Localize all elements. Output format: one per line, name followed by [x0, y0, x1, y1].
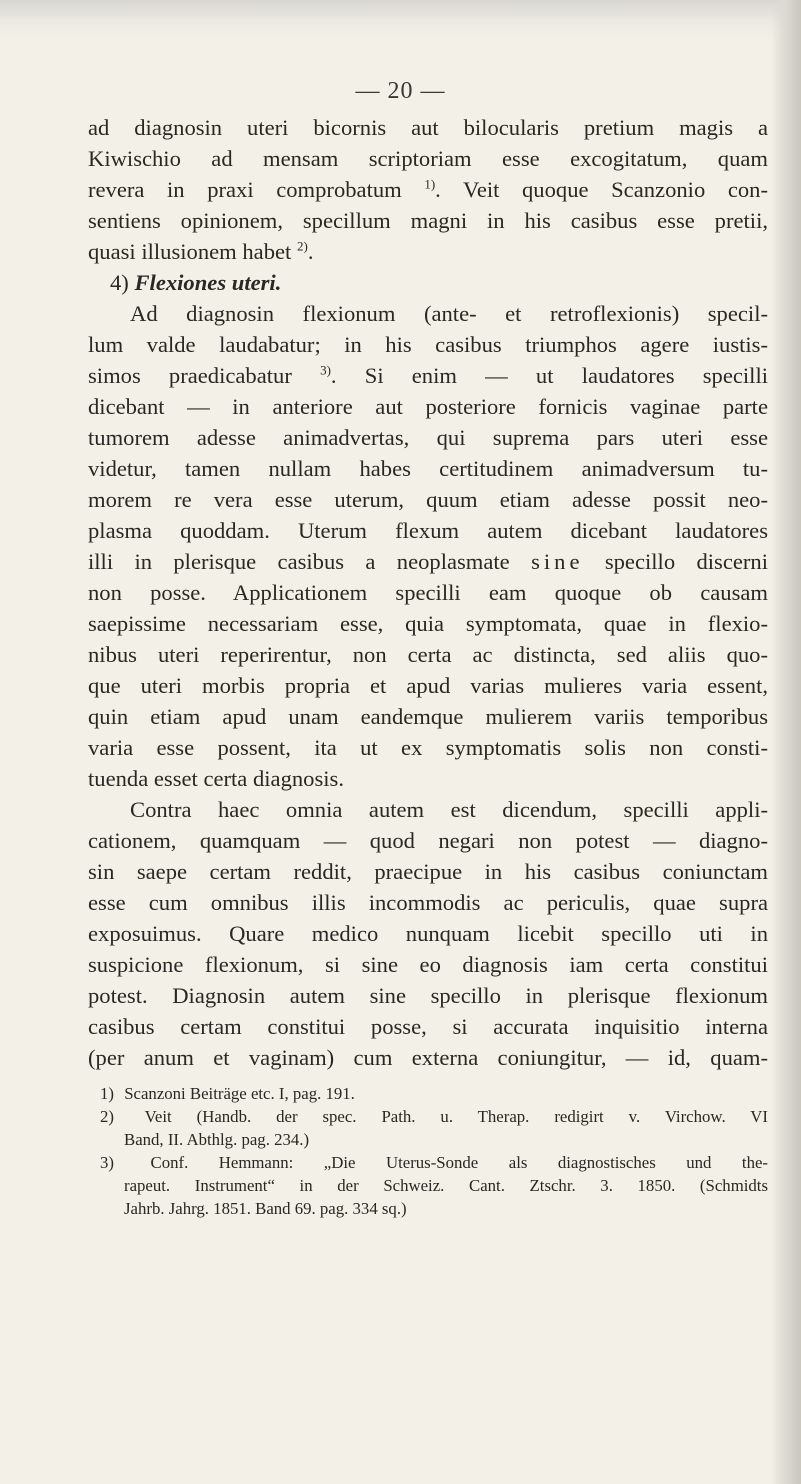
footnote-number: 3) [100, 1153, 114, 1172]
text-segment: revera in praxi comprobatum [88, 177, 402, 202]
text-line: esse cum omnibus illis incommodis ac periculis, quae supra [88, 890, 768, 915]
footnote [100, 1083, 768, 1104]
text-line: simos praedicabatur $^{3)}$. Si enim — ut laudatores specilli [88, 362, 768, 388]
text-line: exposuimus. Quare medico nunquam licebit specillo uti in [88, 921, 768, 946]
page-number: — 20 — [355, 78, 446, 104]
text-line: videtur, tamen nullam habes certitudinem animadversum tu- [88, 456, 768, 481]
footnote-number: 1) [100, 1084, 114, 1103]
footnote-ref: 3) [320, 362, 331, 378]
text-line: dicebant — in anteriore aut posteriore fornicis vaginae parte [88, 394, 768, 419]
footnote-ref: 1) [424, 176, 436, 192]
text-line: Contra haec omnia autem est dicendum, specilli appli- [130, 797, 768, 822]
text-line: Kiwischio ad mensam scriptoriam esse excogitatum, quam [88, 146, 768, 171]
footnote-continuation: rapeut. Instrument“ in der Schweiz. Cant. Ztschr. 3. 1850. (Schmidts [124, 1176, 768, 1195]
text-line: revera in praxi comprobatum $^{1)}$. Veit quoque Scanzonio con- [88, 176, 768, 202]
text-segment: specillo discerni [604, 549, 768, 574]
text-line: sin saepe certam reddit, praecipue in his casibus coniunctam [88, 859, 768, 884]
text-segment: quasi illusionem habet [88, 239, 292, 264]
footnote-text: Veit (Handb. der spec. Path. u. Therap. redigirt v. Virchow. VI [144, 1107, 768, 1126]
text-line: non posse. Applicationem specilli eam quoque ob causam [88, 580, 768, 605]
text-line: nibus uteri reperirentur, non certa ac distincta, sed aliis quo- [88, 642, 768, 667]
text-line: (per anum et vaginam) cum externa coniungitur, — id, quam- [88, 1045, 768, 1070]
text-line: varia esse possent, ita ut ex symptomatis solis non consti- [88, 735, 768, 760]
footnote-ref: 2) [296, 238, 308, 254]
text-segment: Si enim — ut laudatores specilli [364, 363, 768, 388]
section-heading [110, 268, 760, 298]
text-line: quin etiam apud unam eandemque mulierem variis temporibus [88, 704, 768, 729]
text-segment: simos praedicabatur [88, 363, 292, 388]
text-line: casibus certam constitui posse, si accurata inquisitio interna [88, 1014, 768, 1039]
footnote-text: Conf. Hemmann: „Die Uterus-Sonde als diagnostisches und the- [150, 1153, 768, 1172]
heading-title: Flexiones uteri. [134, 270, 282, 295]
text-line: ad diagnosin uteri bicornis aut bilocularis pretium magis a [88, 115, 768, 140]
scan-shadow-right [771, 0, 801, 1484]
text-line: cationem, quamquam — quod negari non potest — diagno- [88, 828, 768, 853]
footnote [100, 1106, 768, 1127]
footnote [100, 1152, 768, 1173]
footnote-continuation: Band, II. Abthlg. pag. 234.) [124, 1130, 310, 1149]
text-segment: Veit quoque Scanzonio con- [463, 177, 768, 202]
footnote-number: 2) [100, 1107, 114, 1126]
text-line: quasi illusionem habet $^{2)}$. [88, 238, 314, 264]
text-line: tuenda esset certa diagnosis. [88, 766, 344, 791]
text-line: tumorem adesse animadvertas, qui suprema pars uteri esse [88, 425, 768, 450]
scan-shadow-top [0, 0, 801, 40]
text-line: suspicione flexionum, si sine eo diagnosis iam certa constitui [88, 952, 768, 977]
emphasis-sine: sine [531, 549, 584, 574]
text-line: sentiens opinionem, specillum magni in his casibus esse pretii, [88, 208, 768, 233]
text-line: potest. Diagnosin autem sine specillo in plerisque flexionum [88, 983, 768, 1008]
text-segment: illi in plerisque casibus a neoplasmate [88, 549, 510, 574]
footnote-text: Scanzoni Beiträge etc. I, pag. 191. [124, 1084, 355, 1103]
text-line: saepissime necessariam esse, quia symptomata, quae in flexio- [88, 611, 768, 636]
footnote-continuation: Jahrb. Jahrg. 1851. Band 69. pag. 334 sq.) [124, 1199, 407, 1218]
text-line: lum valde laudabatur; in his casibus triumphos agere iustis- [88, 332, 768, 357]
text-line: morem re vera esse uterum, quum etiam adesse possit neo- [88, 487, 768, 512]
text-line: plasma quoddam. Uterum flexum autem dicebant laudatores [88, 518, 768, 543]
text-line [88, 547, 768, 577]
heading-number: 4) [110, 270, 129, 295]
text-line: Ad diagnosin flexionum (ante- et retroflexionis) specil- [130, 301, 768, 326]
text-line: que uteri morbis propria et apud varias mulieres varia essent, [88, 673, 768, 698]
